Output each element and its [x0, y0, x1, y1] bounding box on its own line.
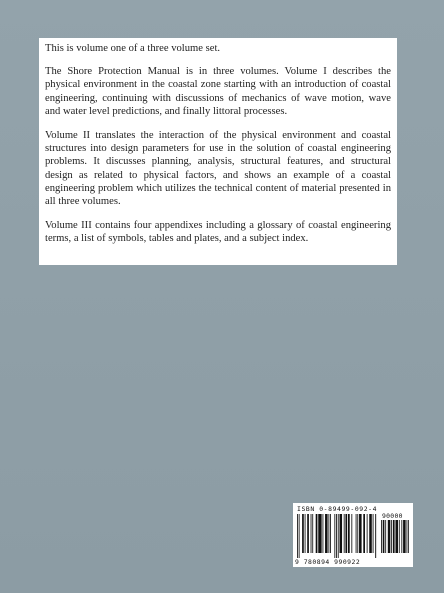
paragraph-volume-three: Volume III contains four appendixes including a glossary of coastal engineering terms, a list of symbols, tables and plates, and a subject index.: [45, 220, 391, 245]
barcode-bar: [403, 520, 406, 553]
barcode-bar: [373, 514, 374, 553]
barcode-bar: [356, 514, 357, 553]
addon-barcode-bars: [381, 520, 409, 558]
barcode-bar: [340, 514, 343, 553]
ean-number: 9 780894 990922: [295, 558, 361, 566]
description-panel: [39, 38, 397, 265]
barcode-bar: [369, 514, 372, 553]
barcode-bar: [363, 514, 365, 553]
barcode-bar: [385, 520, 386, 553]
barcode-bar: [316, 514, 318, 553]
barcode-bar: [388, 520, 391, 553]
barcode-bar: [311, 514, 312, 553]
price-addon-number: 90000: [382, 512, 403, 520]
barcode-bar: [305, 514, 306, 553]
barcode-bar: [375, 514, 376, 558]
barcode-bar: [391, 520, 392, 553]
isbn-number: ISBN 0-89499-092-4: [297, 505, 378, 513]
paragraph-volume-one: The Shore Protection Manual is in three volumes. Volume I describes the physical environment in the coastal zone starting with an introduction of coastal engineering, continuing with discussions of mechanics of wave motion, wave and water level predictions, and finally littoral processes.: [45, 66, 391, 117]
barcode-bar: [307, 514, 309, 553]
paragraph-intro: This is volume one of a three volume set.: [45, 43, 221, 54]
barcode-bar: [330, 514, 331, 553]
barcode-bar: [325, 514, 328, 553]
barcode-bar: [399, 520, 400, 553]
barcode-bar: [338, 514, 339, 558]
barcode-bar: [401, 520, 402, 553]
barcode-bar: [383, 520, 385, 553]
barcode-bar: [336, 514, 337, 558]
barcode-bar: [297, 514, 298, 558]
barcode-bar: [318, 514, 321, 553]
barcode-bar: [299, 514, 300, 558]
barcode-bar: [395, 520, 398, 553]
barcode-bar: [351, 514, 352, 553]
barcode-bar: [367, 514, 368, 553]
barcode-bar: [348, 514, 350, 553]
barcode-bar: [407, 520, 408, 553]
barcode-bar: [359, 514, 362, 553]
barcode-bar: [344, 514, 345, 553]
barcode-bar: [302, 514, 304, 553]
barcode-bar: [345, 514, 347, 553]
ean-barcode-bars: [297, 514, 377, 558]
isbn-barcode: [293, 503, 413, 567]
barcode-bar: [323, 514, 324, 553]
barcode-bar: [393, 520, 395, 553]
barcode-bar: [328, 514, 329, 553]
barcode-bar: [408, 520, 409, 553]
paragraph-volume-two: Volume II translates the interaction of the physical environment and coastal structures into design parameters for use in the solution of coastal engineering problems. It discusses planning, analysis, structural features, and structural design as related to physical factors, and shows an example of a coastal engineering problem which utilizes the technical content of material presented in all three volumes.: [45, 130, 391, 208]
barcode-bar: [381, 520, 382, 553]
barcode-bar: [334, 514, 335, 558]
barcode-bar: [312, 514, 313, 553]
barcode-bar: [357, 514, 358, 553]
